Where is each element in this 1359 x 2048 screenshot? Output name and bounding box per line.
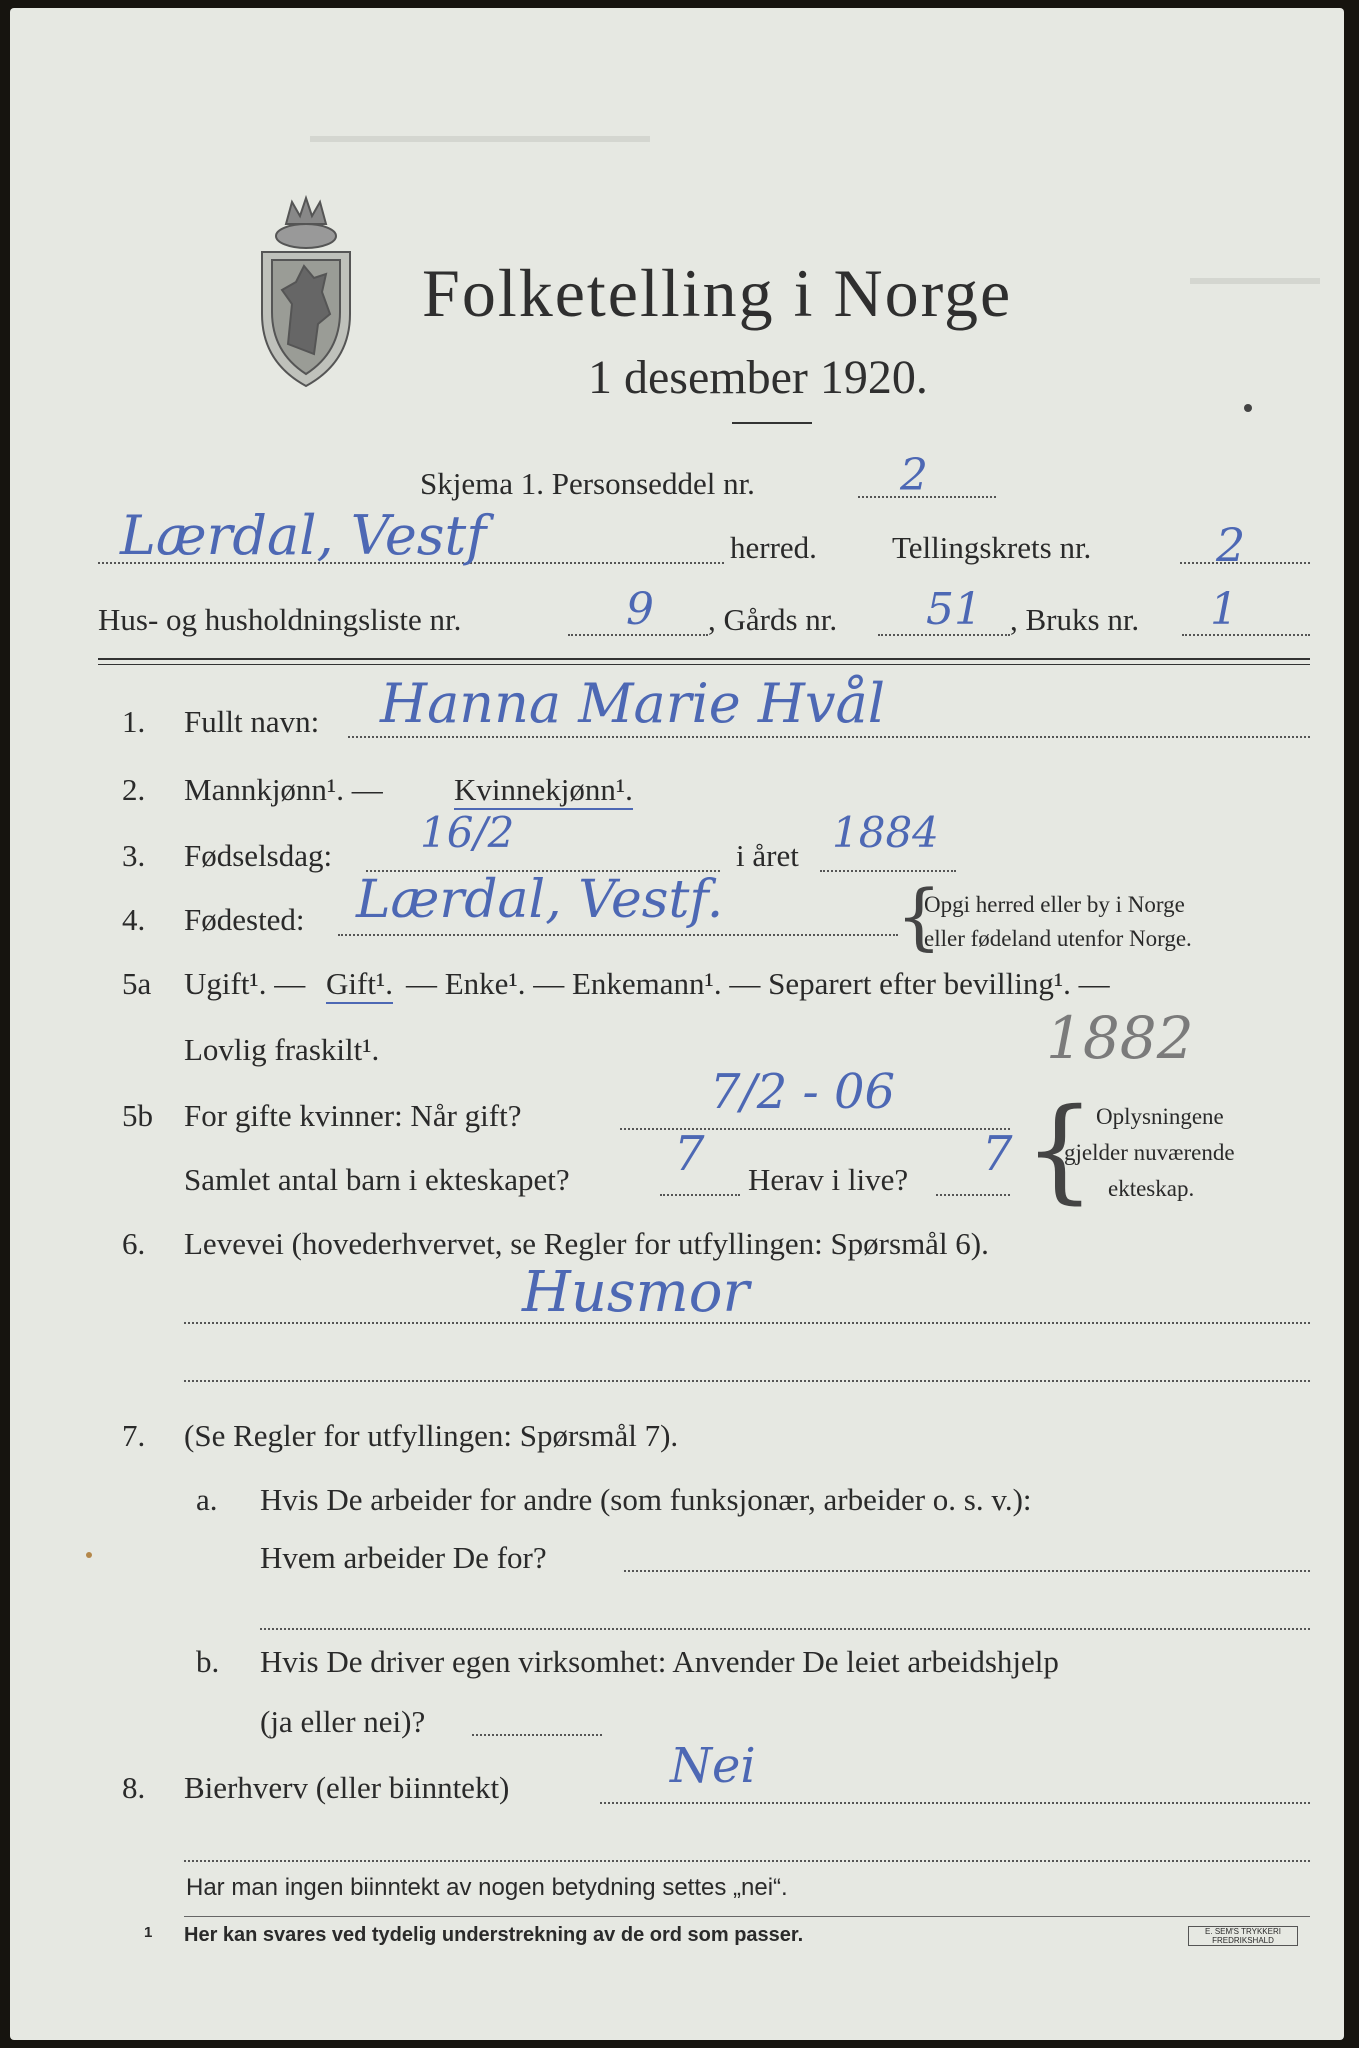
tellingskrets-label: Tellingskrets nr. <box>892 530 1092 565</box>
q7a-question: Hvem arbeider De for? <box>260 1540 547 1575</box>
q8-number: 8. <box>122 1770 146 1805</box>
q5b-note-brace: { <box>1024 1085 1096 1215</box>
title-divider <box>732 422 812 424</box>
q4-note-line1: Opgi herred eller by i Norge <box>924 892 1185 917</box>
q5b-note-line2: gjelder nuværende <box>1064 1140 1235 1165</box>
gards-label: , Gårds nr. <box>708 602 838 637</box>
q7a-text: Hvis De arbeider for andre (som funksjonær, arbeider o. s. v.): <box>260 1482 1032 1517</box>
q3-number: 3. <box>122 838 146 873</box>
live-line <box>936 1194 1010 1196</box>
birth-day-value[interactable]: 16/2 <box>420 808 515 857</box>
q7b-line[interactable] <box>472 1734 602 1736</box>
q7a-line-2[interactable] <box>260 1628 1310 1630</box>
occupation-value[interactable]: Husmor <box>522 1260 750 1325</box>
birth-year-value[interactable]: 1884 <box>832 808 939 857</box>
q5b-label: For gifte kvinner: Når gift? <box>184 1098 522 1133</box>
q1-line <box>348 736 1310 738</box>
skjema-label: Skjema 1. Personseddel nr. <box>420 466 755 501</box>
q6-line-1 <box>184 1322 1310 1324</box>
q8-label: Bierhverv (eller biinntekt) <box>184 1770 510 1805</box>
q7a-letter: a. <box>196 1482 218 1517</box>
kvinnekjonn-option-selected[interactable]: Kvinnekjønn¹. <box>454 772 633 810</box>
stain-dot <box>86 1552 92 1558</box>
q6-line-2 <box>184 1380 1310 1382</box>
husholdningsliste-nr-value[interactable]: 9 <box>626 584 654 635</box>
herred-label: herred. <box>730 530 817 565</box>
barn-line <box>660 1194 740 1196</box>
q7a-line-1[interactable] <box>624 1570 1310 1572</box>
q7-label: (Se Regler for utfyllingen: Spørsmål 7). <box>184 1418 679 1453</box>
q7b-question: (ja eller nei)? <box>260 1704 426 1739</box>
marital-status-other-options[interactable]: — Enke¹. — Enkemann¹. — Separert efter bevilling¹. — <box>406 966 1110 1001</box>
full-name-value[interactable]: Hanna Marie Hvål <box>380 672 885 735</box>
q4-note-brace: { <box>896 874 942 958</box>
side-income-value[interactable]: Nei <box>670 1738 756 1794</box>
q1-label: Fullt navn: <box>184 704 320 739</box>
census-date: 1 desember 1920. <box>588 351 928 404</box>
gards-nr-value[interactable]: 51 <box>926 584 982 635</box>
form-title: Folketelling i Norge <box>422 255 1013 331</box>
census-form-sheet <box>10 8 1344 2040</box>
q3-label: Fødselsdag: <box>184 838 333 873</box>
no-income-note: Har man ingen biinntekt av nogen betydning settes „nei“. <box>186 1874 788 1901</box>
q8-line-2 <box>184 1860 1310 1862</box>
marriage-date-value[interactable]: 7/2 - 06 <box>710 1064 896 1120</box>
q8-line-1 <box>600 1802 1310 1804</box>
q7-number: 7. <box>122 1418 146 1453</box>
q4-line <box>338 934 898 936</box>
show-through-mark <box>1190 278 1320 284</box>
q6-label: Levevei (hovederhvervet, se Regler for utfyllingen: Spørsmål 6). <box>184 1226 989 1261</box>
show-through-mark <box>310 136 650 142</box>
bruks-nr-value[interactable]: 1 <box>1210 584 1238 635</box>
personseddel-nr-value[interactable]: 2 <box>900 450 928 501</box>
footnote-rule <box>184 1916 1310 1917</box>
footnote-text: Her kan svares ved tydelig understrekning av de ord som passer. <box>184 1924 804 1946</box>
q5b-note-line1: Oplysningene <box>1096 1104 1224 1129</box>
q7b-letter: b. <box>196 1644 220 1679</box>
lovlig-fraskilt-option[interactable]: Lovlig fraskilt¹. <box>184 1032 380 1067</box>
q1-number: 1. <box>122 704 146 739</box>
header-section-rule-thin <box>98 664 1310 665</box>
printer-stamp: E. SEM'S TRYKKERI FREDRIKSHALD <box>1188 1926 1298 1946</box>
mannkjonn-option[interactable]: Mannkjønn¹. — <box>184 772 383 807</box>
q4-number: 4. <box>122 902 146 937</box>
q2-number: 2. <box>122 772 146 807</box>
q5b-note-line3: ekteskap. <box>1108 1176 1195 1201</box>
q5b-number: 5b <box>122 1098 153 1133</box>
q6-number: 6. <box>122 1226 146 1261</box>
tellingskrets-nr-value[interactable]: 2 <box>1216 518 1246 572</box>
footnote-mark: 1 <box>144 1924 153 1941</box>
pencil-year-note: 1882 <box>1046 1004 1194 1072</box>
norwegian-coat-of-arms-icon <box>252 194 360 394</box>
header-section-rule <box>98 658 1310 660</box>
bruks-label: , Bruks nr. <box>1010 602 1140 637</box>
ink-dot <box>1244 404 1252 412</box>
q4-label: Fødested: <box>184 902 305 937</box>
gift-option-selected[interactable]: Gift¹. <box>326 966 393 1004</box>
husholdningsliste-label: Hus- og husholdningsliste nr. <box>98 602 462 637</box>
herred-value[interactable]: Lærdal, Vestf <box>120 504 487 567</box>
q5a-number: 5a <box>122 966 152 1001</box>
birthplace-value[interactable]: Lærdal, Vestf. <box>356 870 724 930</box>
q3-year-line <box>820 870 956 872</box>
ugift-option[interactable]: Ugift¹. — <box>184 966 306 1001</box>
bruks-line <box>1182 634 1310 636</box>
live-label: Herav i live? <box>748 1162 909 1197</box>
barn-label: Samlet antal barn i ekteskapet? <box>184 1162 570 1197</box>
q7b-text: Hvis De driver egen virksomhet: Anvender De leiet arbeidshjelp <box>260 1644 1059 1679</box>
q4-note-line2: eller fødeland utenfor Norge. <box>924 926 1192 951</box>
year-label: i året <box>736 838 799 873</box>
children-count-value[interactable]: 7 <box>674 1126 705 1182</box>
children-alive-value[interactable]: 7 <box>982 1126 1013 1182</box>
